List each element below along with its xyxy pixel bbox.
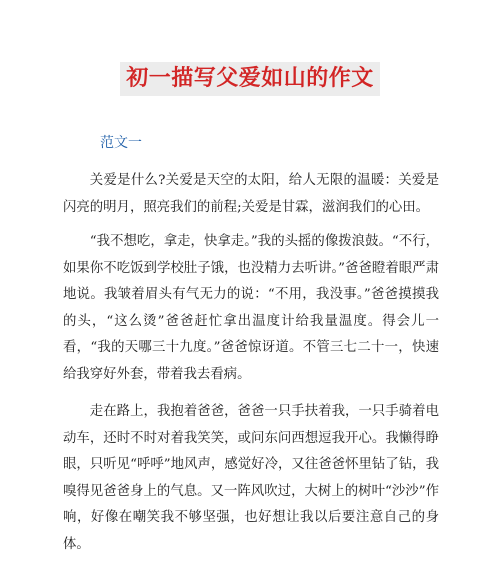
document-title: 初一描写父爱如山的作文 — [120, 62, 380, 96]
paragraph-1: 关爱是什么?关爱是天空的太阳，给人无限的温暖：关爱是闪亮的明月，照亮我们的前程;关爱是甘霖，滋润我们的心田。 — [63, 173, 439, 215]
title-container — [0, 62, 500, 96]
paragraph-3: 走在路上，我抱着爸爸，爸爸一只手扶着我，一只手骑着电动车，还时不时对着我笑笑，或问东问西想逗我开心。我懒得睁眼，只听见“呼呼”地风声，感觉好冷，又往爸爸怀里钻了钻，我嗅得见爸爸身上的气息。又一阵风吹过，大树上的树叶“沙沙”作响，好像在嘲笑我不够坚强，也好想让我以后要注意自己的身体。 — [63, 404, 439, 552]
paragraph-2: “我不想吃，拿走，快拿走。”我的头摇的像拨浪鼓。“不行，如果你不吃饭到学校肚子饿，也没精力去听讲。”爸爸瞪着眼严肃地说。我皱着眉头有气无力的说：“不用，我没事。”爸爸摸摸我的头，“这么烫”爸爸赶忙拿出温度计给我量温度。得会儿一看，“我的天哪三十九度。”爸爸惊讶道。不管三七二十一，快速给我穿好外套，带着我去看病。 — [63, 234, 439, 382]
section-heading: 范文一 — [100, 135, 142, 151]
